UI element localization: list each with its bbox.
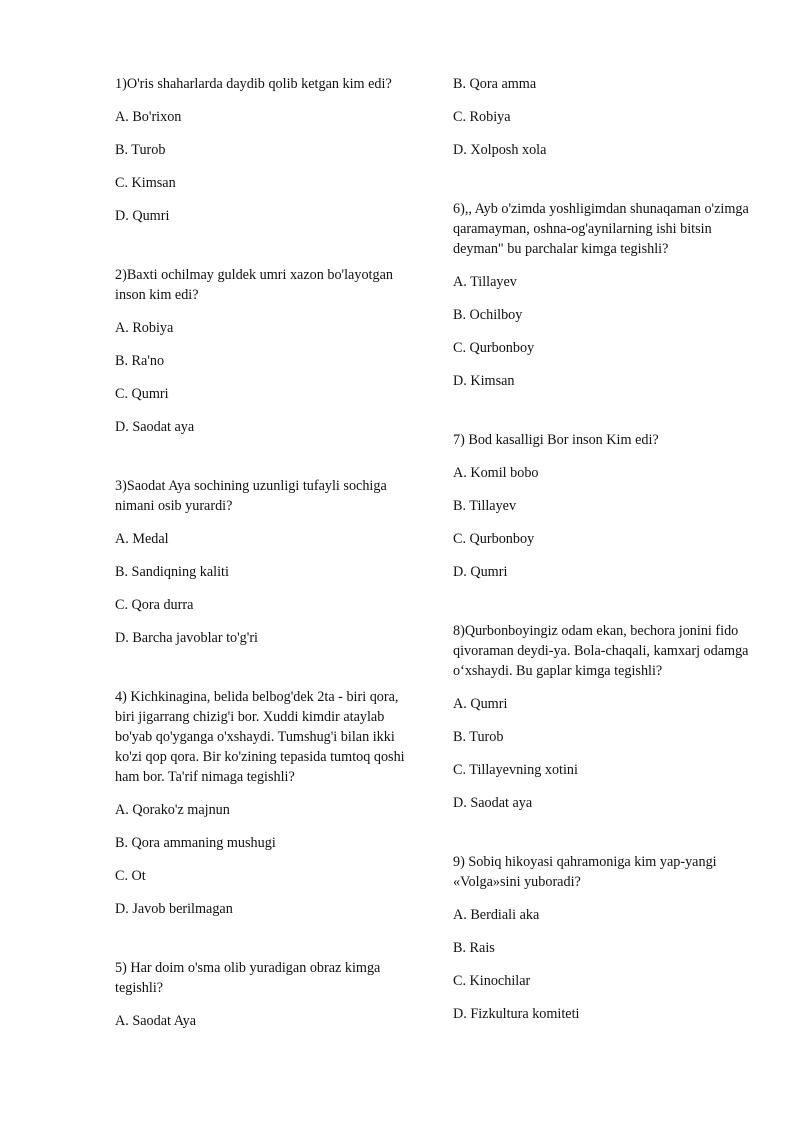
question-block	[453, 621, 753, 813]
answer-option: A. Qorako'z majnun	[115, 802, 230, 818]
answer-option: B. Turob	[115, 142, 166, 158]
right-column	[453, 74, 753, 1063]
answer-option: C. Kimsan	[115, 175, 176, 191]
answer-option: B. Sandiqning kaliti	[115, 564, 229, 580]
answer-option: B. Qora ammaning mushugi	[115, 835, 276, 851]
answer-option: B. Ochilboy	[453, 307, 523, 323]
answer-option: A. Tillayev	[453, 274, 517, 290]
question-block	[453, 430, 753, 582]
question-block	[115, 265, 415, 437]
left-column	[115, 74, 415, 1070]
answer-option: A. Berdiali aka	[453, 907, 540, 923]
answer-option: D. Xolposh xola	[453, 142, 547, 158]
question-text: 1)O'ris shaharlarda daydib qolib ketgan kim edi?	[115, 76, 392, 92]
question-text: 5) Har doim o'sma olib yuradigan obraz kimga tegishli?	[115, 960, 381, 996]
question-block	[453, 74, 753, 160]
answer-option: D. Saodat aya	[115, 419, 195, 435]
answer-option: B. Ra'no	[115, 353, 165, 369]
question-text: 7) Bod kasalligi Bor inson Kim edi?	[453, 432, 659, 448]
answer-option: A. Qumri	[453, 696, 508, 712]
answer-option: A. Komil bobo	[453, 465, 539, 481]
question-text: 8)Qurbonboyingiz odam ekan, bechora jonini fido qivoraman deydi-ya. Bola-chaqali, kamxarj odamga o‘xshaydi. Bu gaplar kimga tegishli?	[453, 623, 749, 679]
answer-option: A. Bo'rixon	[115, 109, 182, 125]
answer-option: D. Barcha javoblar to'g'ri	[115, 630, 258, 646]
answer-option: C. Qurbonboy	[453, 340, 535, 356]
question-block	[115, 74, 415, 226]
answer-option: D. Saodat aya	[453, 795, 533, 811]
answer-option: B. Qora amma	[453, 76, 537, 92]
question-block	[115, 687, 415, 919]
answer-option: C. Qora durra	[115, 597, 194, 613]
answer-option: C. Robiya	[453, 109, 511, 125]
question-block	[453, 852, 753, 1024]
answer-option: C. Qumri	[115, 386, 169, 402]
question-text: 6),, Ayb o'zimda yoshligimdan shunaqaman o'zimga qaramayman, oshna-og'aynilarning ishi bitsin deyman" bu parchalar kimga tegishli?	[453, 201, 749, 257]
answer-option: C. Qurbonboy	[453, 531, 535, 547]
question-text: 3)Saodat Aya sochining uzunligi tufayli sochiga nimani osib yurardi?	[115, 478, 387, 514]
answer-option: D. Javob berilmagan	[115, 901, 233, 917]
question-block	[453, 199, 753, 391]
question-block	[115, 958, 415, 1031]
answer-option: C. Tillayevning xotini	[453, 762, 578, 778]
question-text: 2)Baxti ochilmay guldek umri xazon bo'layotgan inson kim edi?	[115, 267, 393, 303]
answer-option: D. Kimsan	[453, 373, 515, 389]
answer-option: A. Medal	[115, 531, 169, 547]
answer-option: D. Fizkultura komiteti	[453, 1006, 580, 1022]
answer-option: D. Qumri	[115, 208, 170, 224]
question-text: 4) Kichkinagina, belida belbog'dek 2ta - biri qora, biri jigarrang chizig'i bor. Xuddi kimdir ataylab bo'yab qo'yganga o'xshaydi. Tumshug'i bilan ikki ko'zi qop qora. Bir ko'zining tepasida tumtoq qoshi ham bor. Ta'rif nimaga tegishli?	[115, 689, 405, 785]
question-text: 9) Sobiq hikoyasi qahramoniga kim yap-yangi «Volga»sini yuboradi?	[453, 854, 717, 890]
answer-option: D. Qumri	[453, 564, 508, 580]
answer-option: B. Rais	[453, 940, 495, 956]
answer-option: B. Tillayev	[453, 498, 517, 514]
answer-option: C. Ot	[115, 868, 146, 884]
answer-option: C. Kinochilar	[453, 973, 531, 989]
answer-option: A. Robiya	[115, 320, 174, 336]
answer-option: A. Saodat Aya	[115, 1013, 197, 1029]
answer-option: B. Turob	[453, 729, 504, 745]
question-block	[115, 476, 415, 648]
